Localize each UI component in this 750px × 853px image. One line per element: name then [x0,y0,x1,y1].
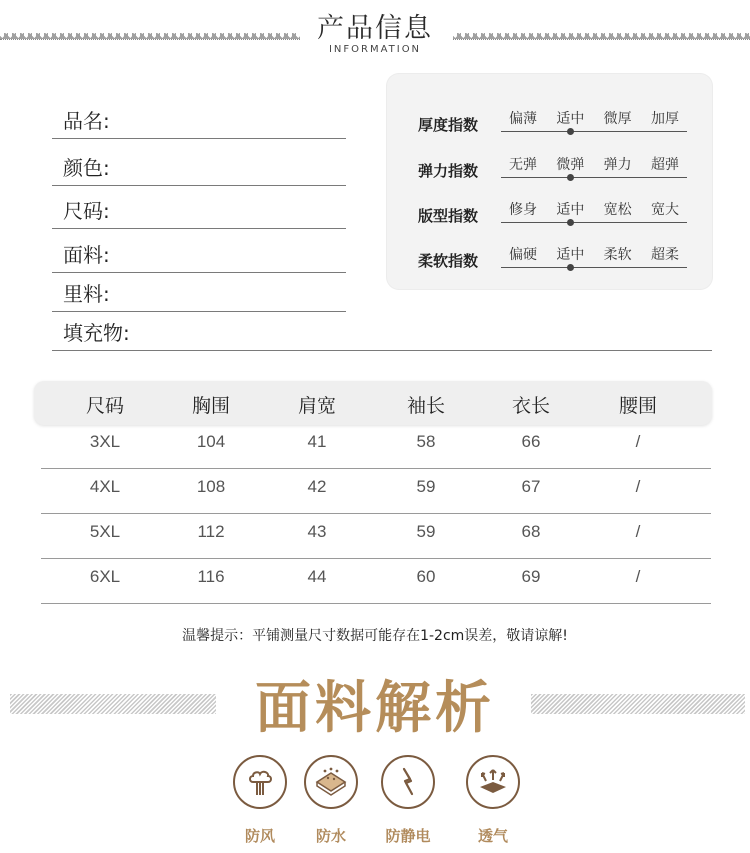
table-row [41,469,711,514]
wind-icon [233,755,287,809]
index-row-fit [387,185,712,231]
feature-label: 防风 [244,827,275,845]
index-track [501,177,687,178]
feature-label: 防水 [315,827,346,845]
field-label: 里料: [63,282,110,306]
field-size [52,189,346,229]
index-name: 厚度指数 [418,116,479,134]
index-row-thickness [387,94,712,140]
table-row [41,559,711,604]
field-color [52,146,346,186]
table-cell: / [635,432,641,451]
index-option: 适中 [556,202,585,218]
table-cell: 69 [521,567,541,586]
index-option: 微厚 [603,111,632,127]
index-row-softness [387,230,712,276]
table-cell: 68 [521,522,541,541]
table-cell: 3XL [89,432,121,451]
field-lining [52,272,346,312]
index-option: 宽大 [650,202,679,218]
index-marker [567,128,574,135]
table-cell: 59 [416,522,436,541]
column-header: 尺码 [85,395,124,417]
page-subtitle: INFORMATION [328,44,422,55]
table-cell: 112 [197,522,225,541]
breathable-icon [466,755,520,809]
table-cell: 104 [196,432,226,451]
feature-antistatic [380,755,436,846]
index-track [501,131,687,132]
index-track [501,222,687,223]
field-label: 填充物: [63,321,130,345]
index-marker [567,264,574,271]
feature-waterproof [303,755,359,846]
index-option: 柔软 [603,247,632,263]
index-option: 弹力 [603,157,632,173]
column-header: 肩宽 [297,395,336,417]
table-cell: 60 [416,567,436,586]
field-fabric [52,233,346,273]
table-cell: 58 [416,432,436,451]
feature-windproof [232,755,288,846]
table-cell: 43 [307,522,327,541]
column-header: 胸围 [191,395,230,417]
table-cell: 67 [521,477,541,496]
field-label: 品名: [63,109,110,133]
index-name: 版型指数 [418,207,479,225]
field-label: 面料: [63,243,110,267]
index-row-elasticity [387,140,712,186]
index-option: 偏薄 [509,111,537,127]
index-panel [387,74,712,289]
size-table-header [34,381,712,425]
table-cell: 66 [521,432,541,451]
index-option: 偏硬 [509,247,537,263]
field-product-name [52,99,346,139]
index-name: 柔软指数 [418,252,479,270]
table-cell: 6XL [89,567,121,586]
index-option: 适中 [556,247,585,263]
field-label: 颜色: [63,156,110,180]
lightning-icon [381,755,435,809]
index-option: 微弹 [556,157,585,173]
index-option: 加厚 [650,111,679,127]
water-icon [304,755,358,809]
field-filling [52,311,712,351]
table-cell: 59 [416,477,436,496]
column-header: 腰围 [618,395,657,417]
table-cell: 4XL [89,477,121,496]
index-track [501,267,687,268]
table-cell: / [635,567,641,586]
column-header: 衣长 [511,395,550,417]
index-option: 宽松 [603,202,632,218]
table-row [41,514,711,559]
index-marker [567,174,574,181]
feature-label: 防静电 [385,827,431,845]
table-cell: / [635,522,641,541]
table-row [41,424,711,469]
table-cell: 5XL [89,522,121,541]
index-name: 弹力指数 [418,162,479,180]
table-cell: 42 [307,477,327,496]
index-option: 适中 [556,111,585,127]
column-header: 袖长 [406,395,445,417]
table-cell: 108 [196,477,226,496]
fabric-title: 面料解析 [255,676,495,741]
feature-breathable [465,755,521,846]
index-option: 超弹 [650,157,679,173]
index-option: 超柔 [650,247,679,263]
table-cell: 116 [197,567,225,586]
index-option: 无弹 [509,157,537,173]
field-label: 尺码: [63,199,110,223]
table-cell: / [635,477,641,496]
measurement-tip: 温馨提示：平铺测量尺寸数据可能存在1-2cm误差，敬请谅解! [182,628,568,644]
index-marker [567,219,574,226]
table-cell: 41 [307,432,327,451]
page-title: 产品信息 [317,13,433,44]
feature-label: 透气 [477,827,508,845]
index-option: 修身 [509,202,537,218]
table-cell: 44 [307,567,327,586]
